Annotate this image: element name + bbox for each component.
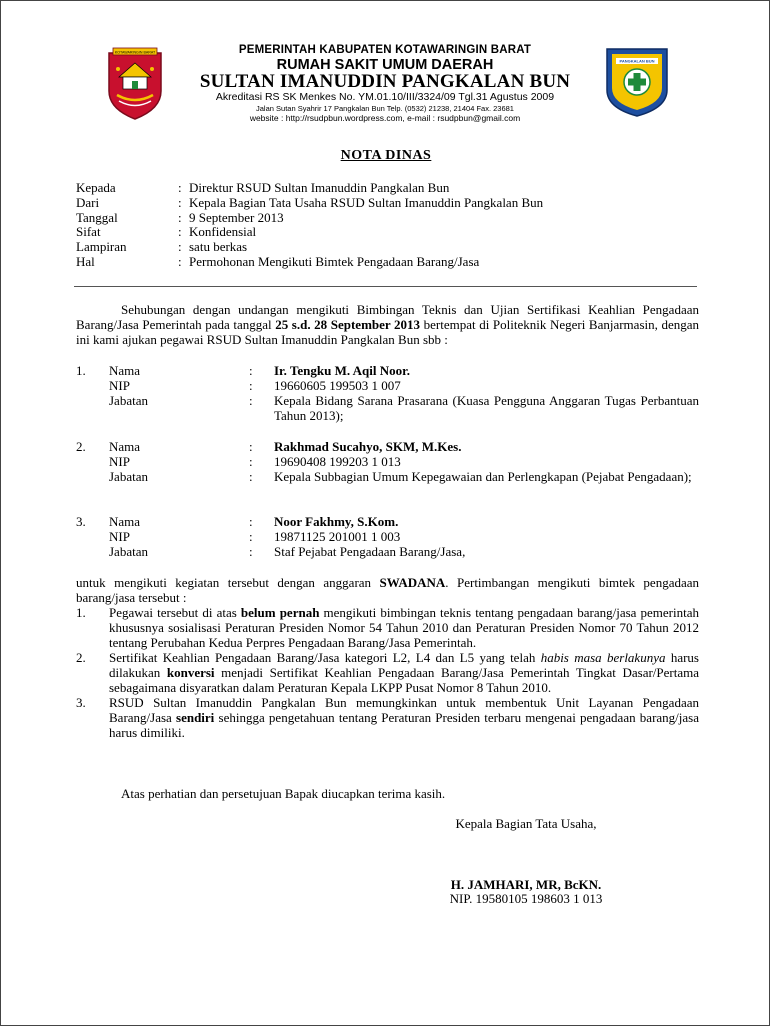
list-item: 3. RSUD Sultan Imanuddin Pangkalan Bun memungkinkan untuk membentuk Unit Layanan Pengadaan Barang/Jasa sendiri sehingga pengetahuan tentang Peraturan Presiden terbaru mengenai pengadaan barang/jasa harus dimiliki. [76, 695, 699, 740]
field-label: Kepada [76, 180, 116, 195]
person-position: Staf Pejabat Pengadaan Barang/Jasa, [274, 544, 466, 559]
person-label: Nama [109, 439, 141, 454]
letterhead-address: Jalan Sutan Syahrir 17 Pangkalan Bun Telp. (0532) 21238, 21404 Fax. 23681 [256, 103, 514, 113]
signature-name: H. JAMHARI, MR, BcKN. [450, 877, 602, 892]
person-label: Nama [109, 514, 141, 529]
person-nip: 19871125 201001 1 003 [274, 529, 401, 544]
field-tanggal [76, 211, 543, 226]
field-colon: : [178, 239, 182, 255]
memo-fields [76, 181, 543, 270]
field-label: Sifat [76, 224, 101, 240]
person-name: Rakhmad Sucahyo, SKM, M.Kes. [274, 439, 462, 454]
field-label: Lampiran [76, 239, 127, 255]
person-nip: 19660605 199503 1 007 [274, 378, 401, 393]
kotawaringin-barat-emblem-icon [105, 45, 165, 121]
field-value: satu berkas [189, 239, 248, 255]
signature-nip: NIP. 19580105 198603 1 013 [449, 891, 603, 906]
field-colon: : [178, 253, 182, 269]
field-value: Permohonan Mengikuti Bimtek Pengadaan Barang/Jasa [189, 253, 480, 269]
letterhead-website: website : http://rsudpbun.wordpress.com, e-mail : rsudpbun@gmail.com [249, 113, 521, 123]
field-colon: : [178, 194, 182, 210]
reasons-list [76, 605, 699, 740]
emblem-caption: KOTAWARINGIN BARAT [114, 50, 156, 55]
field-label: Dari [76, 194, 100, 210]
person-name: Noor Fakhmy, S.Kom. [274, 514, 399, 529]
funding-source: SWADANA [379, 575, 446, 590]
intro-paragraph: Sehubungan dengan undangan mengikuti Bimbingan Teknis dan Ujian Sertifikasi Keahlian Pengadaan Barang/Jasa Pemerintah pada tanggal 25 s.d. 28 September 2013 bertempat di Politeknik Negeri Banjarmasin, dengan ini kami ajukan pegawai RSUD Sultan Imanuddin Pangkalan Bun sbb : [76, 302, 699, 347]
field-colon: : [178, 224, 182, 240]
funding-paragraph: untuk mengikuti kegiatan tersebut dengan anggaran SWADANA. Pertimbangan mengikuti bimtek pengadaan barang/jasa tersebut : [76, 575, 700, 605]
letterhead-hospital-name: SULTAN IMANUDDIN PANGKALAN BUN [199, 71, 571, 92]
person-entry-2: 2. Nama : Rakhmad Sucahyo, SKM, M.Kes. NIP : 19690408 199203 1 013 Jabatan : Kepala Subbagian Umum Kepegawaian dan Perlengkapan (Pejabat Pengadaan); [76, 439, 699, 484]
event-date: 25 s.d. 28 September 2013 [275, 317, 421, 332]
letterhead-accreditation: Akreditasi RS SK Menkes No. YM.01.10/III/3324/09 Tgl.31 Agustus 2009 [215, 91, 555, 103]
person-label: NIP [109, 378, 130, 393]
field-kepada [76, 181, 543, 196]
person-position: Kepala Bidang Sarana Prasarana (Kuasa Pengguna Anggaran Tugas Perbantuan Tahun 2013); [274, 393, 699, 423]
field-value: Konfidensial [189, 224, 257, 240]
list-item: 1. Pegawai tersebut di atas belum pernah mengikuti bimbingan teknis tentang pengadaan barang/jasa pemerintah khususnya sosialisasi Peraturan Presiden Nomor 54 Tahun 2010 dan Peraturan Presiden Nomor 70 Tahun 2012 tentang Perubahan Kedua Perpres Pengadaan Barang/Jasa Pemerintah. [76, 605, 700, 650]
divider [74, 286, 697, 287]
person-label: NIP [109, 529, 130, 544]
field-sifat [76, 225, 543, 240]
person-label: NIP [109, 454, 130, 469]
field-label: Tanggal [76, 209, 118, 225]
person-label: Nama [109, 363, 141, 378]
person-entry-1: 1. Nama : Ir. Tengku M. Aqil Noor. NIP : 19660605 199503 1 007 Jabatan : Kepala Bidang Sarana Prasarana (Kuasa Pengguna Anggaran Tugas Perbantuan Tahun 2013); [76, 363, 699, 423]
field-value: Direktur RSUD Sultan Imanuddin Pangkalan Bun [189, 180, 450, 195]
signature-position: Kepala Bagian Tata Usaha, [455, 816, 597, 831]
person-number: 3. [76, 514, 86, 529]
field-value: Kepala Bagian Tata Usaha RSUD Sultan Imanuddin Pangkalan Bun [189, 194, 544, 210]
person-entry-3: 3. Nama : Noor Fakhmy, S.Kom. NIP : 19871125 201001 1 003 Jabatan : Staf Pejabat Pengadaan Barang/Jasa, [76, 514, 699, 559]
person-number: 2. [76, 439, 86, 454]
field-hal [76, 255, 543, 270]
person-position: Kepala Subbagian Umum Kepegawaian dan Perlengkapan (Pejabat Pengadaan); [274, 469, 692, 484]
letterhead [171, 45, 599, 123]
document-title: NOTA DINAS [340, 148, 432, 163]
letterhead-hospital-type: RUMAH SAKIT UMUM DAERAH [276, 56, 494, 73]
field-dari [76, 196, 543, 211]
person-nip: 19690408 199203 1 013 [274, 454, 401, 469]
hospital-emblem-caption: PANGKALAN BUN [619, 58, 655, 64]
field-colon: : [178, 209, 182, 225]
list-item: 2. Sertifikat Keahlian Pengadaan Barang/Jasa kategori L2, L4 dan L5 yang telah habis masa berlakunya harus dilakukan konversi menjadi Sertifikat Keahlian Pengadaan Barang/Jasa Pemerintah Tingkat Dasar/Pertama sebagaimana disyaratkan dalam Peraturan Kepala LKPP Pusat Nomor 8 Tahun 2010. [76, 650, 700, 695]
hospital-emblem-icon [604, 46, 670, 118]
letterhead-government: PEMERINTAH KABUPATEN KOTAWARINGIN BARAT [238, 44, 532, 56]
person-number: 1. [76, 363, 86, 378]
field-lampiran [76, 240, 543, 255]
field-value: 9 September 2013 [189, 209, 284, 225]
field-colon: : [178, 180, 182, 195]
closing-sentence: Atas perhatian dan persetujuan Bapak diucapkan terima kasih. [121, 786, 446, 801]
person-label: Jabatan [109, 393, 148, 408]
person-label: Jabatan [109, 469, 148, 484]
person-label: Jabatan [109, 544, 148, 559]
field-label: Hal [76, 253, 95, 269]
person-name: Ir. Tengku M. Aqil Noor. [274, 363, 410, 378]
